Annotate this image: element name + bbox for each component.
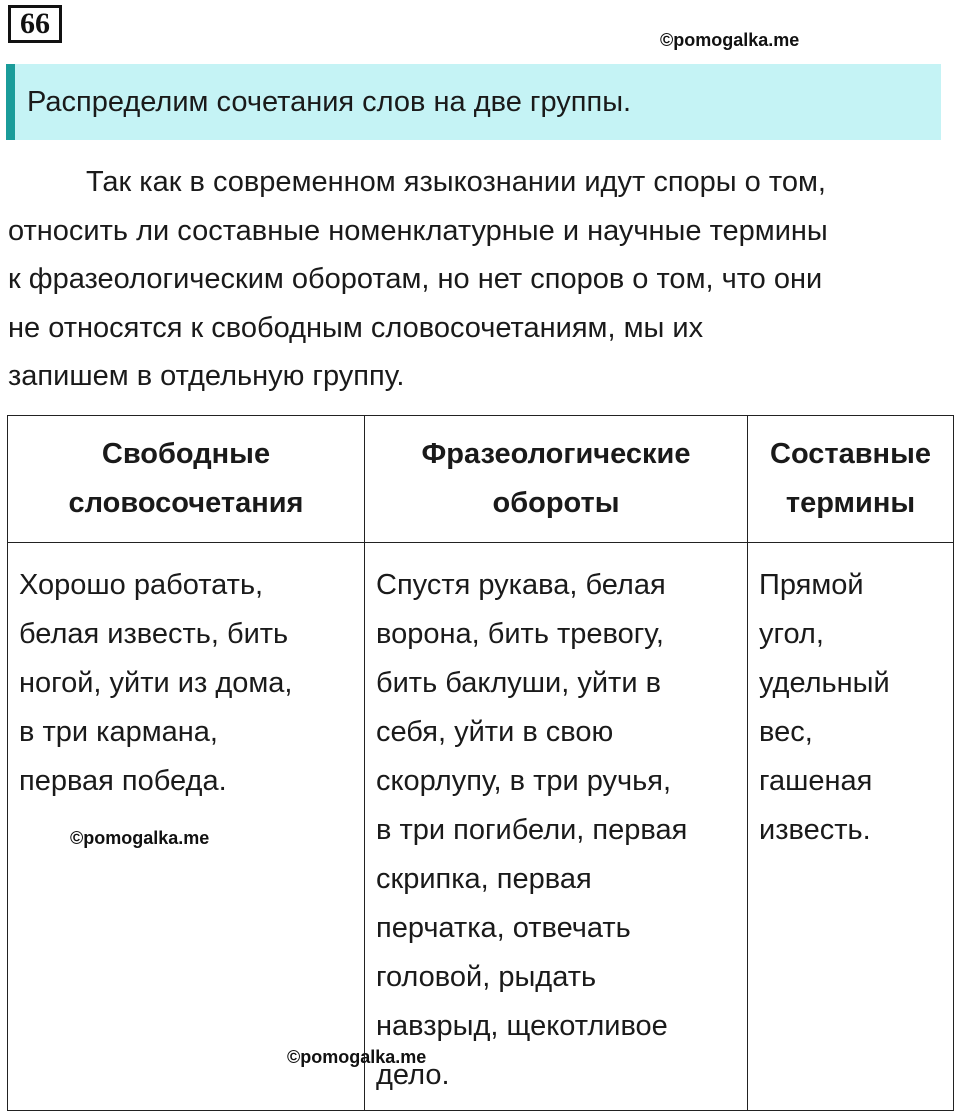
- paragraph-line: не относятся к свободным словосочетаниям, мы их: [8, 311, 704, 344]
- paragraph-line: запишем в отдельную группу.: [8, 360, 405, 392]
- cell-line: перчатка, отвечать: [376, 912, 631, 944]
- cell-phraseological-units: [365, 543, 748, 1111]
- cell-line: вес,: [759, 716, 813, 748]
- task-number: 66: [8, 5, 62, 43]
- cell-line: ногой, уйти из дома,: [19, 667, 293, 699]
- task-banner: [6, 64, 941, 140]
- watermark-left: ©pomogalka.me: [70, 828, 210, 848]
- cell-line: скрипка, первая: [376, 863, 592, 895]
- paragraph-line: Так как в современном языкознании идут споры о том,: [86, 166, 826, 198]
- explanation-paragraph: [8, 158, 953, 401]
- header-line: обороты: [492, 487, 620, 519]
- header-line: Фразеологические: [421, 438, 691, 470]
- banner-text: Распределим сочетания слов на две группы.: [27, 86, 632, 118]
- cell-line: дело.: [376, 1059, 450, 1091]
- cell-line: в три кармана,: [19, 716, 218, 748]
- word-groups-table: [7, 415, 954, 1111]
- header-compound-terms: [748, 416, 954, 543]
- header-phraseological-units: [365, 416, 748, 543]
- cell-line: первая победа.: [19, 765, 227, 797]
- watermark-top: ©pomogalka.me: [660, 30, 800, 50]
- cell-line: скорлупу, в три ручья,: [376, 765, 672, 797]
- cell-line: удельный: [759, 667, 890, 699]
- cell-line: угол,: [759, 618, 824, 650]
- table-header-row: [8, 416, 954, 543]
- header-line: Составные: [770, 438, 931, 470]
- cell-line: Хорошо работать,: [19, 569, 264, 601]
- cell-compound-terms: [748, 543, 954, 1111]
- paragraph-line: относить ли составные номенклатурные и научные термины: [8, 214, 828, 247]
- header-line: Свободные: [101, 438, 271, 470]
- cell-line: Прямой: [759, 569, 864, 601]
- cell-line: в три погибели, первая: [376, 814, 688, 846]
- table-row: [8, 543, 954, 1111]
- cell-line: себя, уйти в свою: [376, 716, 614, 748]
- cell-line: головой, рыдать: [376, 961, 597, 993]
- cell-line: ворона, бить тревогу,: [376, 618, 664, 650]
- header-line: словосочетания: [68, 487, 304, 519]
- cell-line: навзрыд, щекотливое: [376, 1010, 668, 1042]
- cell-line: Спустя рукава, белая: [376, 569, 666, 601]
- cell-line: бить баклуши, уйти в: [376, 667, 661, 699]
- cell-free-combinations: [8, 543, 365, 1111]
- header-line: термины: [785, 487, 916, 519]
- cell-line: гашеная: [759, 765, 873, 797]
- paragraph-line: к фразеологическим оборотам, но нет споров о том, что они: [8, 263, 823, 295]
- watermark-bottom: ©pomogalka.me: [287, 1047, 427, 1067]
- header-free-combinations: [8, 416, 365, 543]
- cell-line: известь.: [759, 814, 871, 846]
- cell-line: белая известь, бить: [19, 618, 289, 650]
